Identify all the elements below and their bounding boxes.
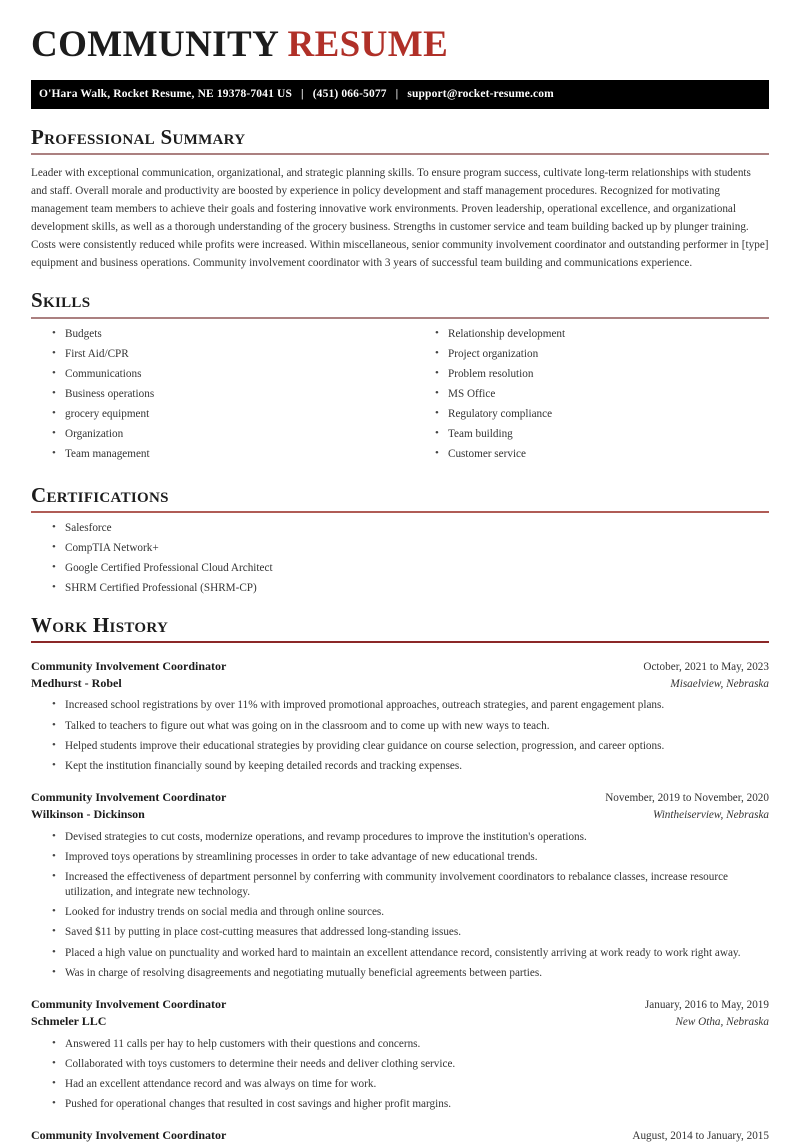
summary-text: Leader with exceptional communication, organizational, and strategic planning skills. To ensure program success, cultivate long-term relationships with students and staff. Overall morale and productivity are boosted by experience in policy development and staff management procedures. Recognized for motivating management team members to achieve their goals and fostering innovative work environments. Proven leadership, operational excellence, and organizational development skills, as well as a thorough understanding of the grocery business. Strengths in customer service and team building backed up by plunger training. Costs were consistently reduced while profits were increased. Within miscellaneous, senior community involvement coordinator and outstanding performer in [type] equipment and business operations. Community involvement coordinator with 3 years of successful team building and communications experience. (31, 166, 769, 270)
job-location: New Otha, Nebraska (675, 1016, 769, 1029)
job-title-row (31, 789, 769, 806)
job-company: Schmeler LLC (31, 1014, 107, 1029)
section-rule-summary (31, 153, 769, 155)
list-item: • Kept the institution financially sound by keeping detailed records and tracking expenses. (52, 759, 769, 774)
list-item: • Saved $11 by putting in place cost-cutting measures that addressed long-standing issues. (52, 925, 769, 940)
list-item: • SHRM Certified Professional (SHRM-CP) (52, 581, 769, 596)
job-title: Community Involvement Coordinator (31, 1128, 227, 1143)
contact-separator-1: | (301, 88, 304, 101)
list-item: • Had an excellent attendance record and was always on time for work. (52, 1077, 769, 1092)
skills-column-right (400, 319, 769, 467)
list-item: • Devised strategies to cut costs, modernize operations, and revamp procedures to improve the institution's operations. (52, 830, 769, 845)
list-item: • First Aid/CPR (52, 347, 400, 362)
contact-bar (31, 80, 769, 109)
skills-columns (31, 319, 769, 467)
job-company-row (31, 806, 769, 823)
section-heading-summary: Professional Summary (31, 124, 246, 149)
job-bullets (31, 830, 769, 981)
list-item: • Team building (435, 427, 769, 442)
job-bullets (31, 1037, 769, 1113)
job-bullets (31, 698, 769, 774)
work-history-entry (31, 1127, 769, 1144)
job-location: Misaelview, Nebraska (670, 678, 769, 691)
contact-separator-2: | (395, 88, 399, 101)
list-item: • Increased the effectiveness of department personnel by conferring with community involvement coordinators to rebalance classes, increase resource utilization, and integrate new technology. (52, 870, 769, 901)
list-item: • Regulatory compliance (435, 407, 769, 422)
list-item: • Pushed for operational changes that resulted in cost savings and higher profit margins. (52, 1097, 769, 1112)
section-heading-skills: Skills (31, 288, 91, 313)
list-item: • Placed a high value on punctuality and worked hard to maintain an excellent attendance record, consistently arriving at work ready to work right away. (52, 946, 769, 961)
list-item: • Increased school registrations by over 11% with improved promotional approaches, outreach strategies, and parent engagement plans. (52, 698, 769, 713)
job-title-row (31, 658, 769, 675)
list-item: • grocery equipment (52, 407, 400, 422)
contact-address: O'Hara Walk, Rocket Resume, NE 19378-7041 US (39, 88, 292, 101)
list-item: • Salesforce (52, 521, 769, 536)
job-company: Medhurst - Robel (31, 676, 122, 691)
list-item: • Talked to teachers to figure out what was going on in the classroom and to come up with new ways to teach. (52, 719, 769, 734)
job-title: Community Involvement Coordinator (31, 790, 227, 805)
list-item: • Organization (52, 427, 400, 442)
contact-email[interactable]: support@rocket-resume.com (407, 88, 554, 101)
certifications-list (31, 521, 769, 597)
list-item: • Looked for industry trends on social media and through online sources. (52, 905, 769, 920)
list-item: • Team management (52, 447, 400, 462)
section-rule-work-history (31, 641, 769, 643)
section-work-history (31, 614, 769, 1145)
list-item: • Relationship development (435, 327, 769, 342)
job-dates: August, 2014 to January, 2015 (632, 1130, 769, 1143)
skills-list-left (31, 327, 400, 463)
list-item: • Budgets (52, 327, 400, 342)
skills-list-right (414, 327, 769, 463)
job-dates: November, 2019 to November, 2020 (605, 792, 769, 805)
skills-column-left (31, 319, 400, 467)
job-company: Wilkinson - Dickinson (31, 807, 145, 822)
job-dates: January, 2016 to May, 2019 (644, 999, 769, 1012)
list-item: • Business operations (52, 387, 400, 402)
list-item: • Communications (52, 367, 400, 382)
list-item: • Improved toys operations by streamlining processes in order to take advantage of new educational trends. (52, 850, 769, 865)
job-title-row (31, 996, 769, 1013)
list-item: • Google Certified Professional Cloud Architect (52, 561, 769, 576)
section-heading-certifications: Certifications (31, 482, 169, 507)
list-item: • Collaborated with toys customers to determine their needs and deliver clothing service. (52, 1057, 769, 1072)
list-item: • Was in charge of resolving disagreements and negotiating mutually beneficial agreements between parties. (52, 966, 769, 981)
job-dates: October, 2021 to May, 2023 (643, 660, 769, 673)
section-skills (31, 289, 769, 466)
job-location: Wintheiserview, Nebraska (653, 809, 769, 822)
list-item: • MS Office (435, 387, 769, 402)
list-item: • Problem resolution (435, 367, 769, 382)
contact-phone[interactable]: (451) 066-5077 (312, 88, 387, 101)
section-rule-certifications (31, 511, 769, 513)
name-first-word: COMMUNITY (31, 24, 278, 65)
list-item: • CompTIA Network+ (52, 541, 769, 556)
list-item: • Answered 11 calls per hay to help customers with their questions and concerns. (52, 1037, 769, 1052)
section-certifications (31, 484, 769, 597)
section-professional-summary (31, 126, 769, 273)
list-item: • Project organization (435, 347, 769, 362)
work-history-entry (31, 789, 769, 981)
list-item: • Helped students improve their educational strategies by providing clear guidance on course selection, progression, and career options. (52, 739, 769, 754)
job-company-row (31, 675, 769, 692)
name-last-word: RESUME (287, 24, 449, 65)
list-item: • Customer service (435, 447, 769, 462)
work-history-entry (31, 658, 769, 774)
job-title: Community Involvement Coordinator (31, 658, 227, 673)
resume-name-title (31, 0, 769, 67)
job-title-row (31, 1127, 769, 1144)
job-title: Community Involvement Coordinator (31, 997, 227, 1012)
section-heading-work-history: Work History (31, 612, 169, 637)
job-company-row (31, 1013, 769, 1030)
work-history-entry (31, 996, 769, 1112)
